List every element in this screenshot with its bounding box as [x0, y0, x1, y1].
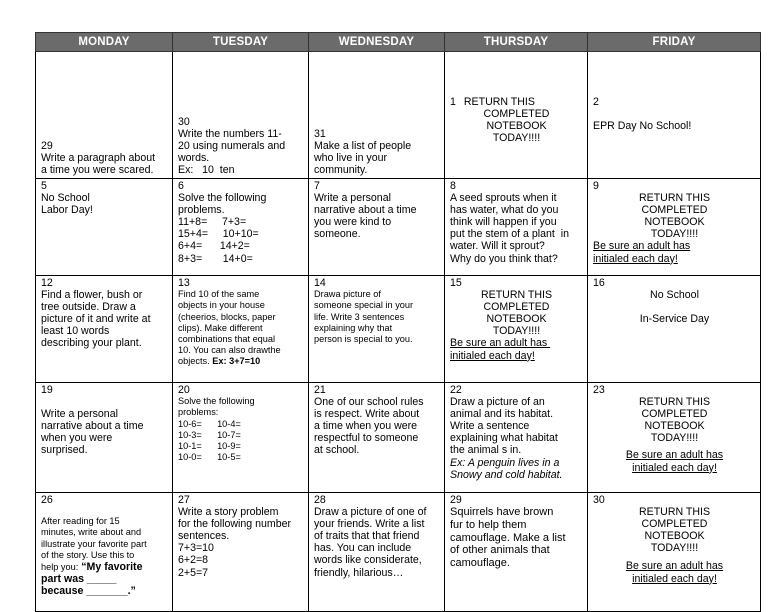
return-notice: TODAY!!!!: [650, 432, 699, 445]
header-monday: MONDAY: [36, 33, 173, 52]
cell-text: Labor Day!: [41, 204, 93, 217]
math-problem: 6+2=8: [178, 554, 209, 567]
date-number: 20: [178, 384, 190, 396]
cell-text: narrative about a time: [314, 204, 417, 217]
adult-initial-note: Be sure an adult has: [625, 560, 724, 573]
day-cell-19: [36, 383, 173, 493]
cell-text: Write a personal: [41, 408, 118, 421]
cell-text: respectful to someone: [314, 432, 419, 445]
math-problem: 10-6= 10-4=: [178, 418, 241, 429]
math-problem: 15+4= 10+10=: [178, 228, 259, 241]
return-notice: TODAY!!!!: [492, 132, 541, 145]
cell-text: [41, 396, 168, 408]
cell-text: words like considerate,: [314, 554, 422, 567]
cell-text: minutes, write about and: [41, 527, 142, 538]
no-school-note: EPR Day No School!: [593, 120, 692, 133]
cell-text: your friends. Write a list: [314, 518, 425, 531]
math-problem: 6+4= 14+2=: [178, 240, 250, 253]
day-cell-21: [309, 383, 445, 493]
day-cell-15: [445, 276, 588, 383]
math-problem: 10-0= 10-5=: [178, 452, 241, 463]
header-thursday: THURSDAY: [445, 33, 588, 52]
return-notice: TODAY!!!!: [650, 542, 699, 555]
week-row: [36, 276, 761, 383]
cell-text: Write a sentence: [450, 420, 530, 433]
cell-text: a time you were scared.: [41, 163, 154, 176]
date-number: 22: [450, 384, 462, 396]
cell-text: at school.: [314, 444, 360, 457]
cell-text: least 10 words: [41, 325, 110, 338]
cell-text: when you were: [41, 432, 113, 445]
date-number: 5: [41, 180, 47, 192]
cell-text: [593, 301, 756, 313]
cell-text: Solve the following: [178, 396, 255, 407]
cell-text: 20 using numerals and: [178, 139, 286, 152]
day-cell-6: [173, 179, 309, 276]
date-number: 30: [178, 115, 190, 128]
week-row: [36, 383, 761, 493]
cell-text: Make a list of people: [314, 139, 412, 152]
cell-text: Find a flower, bush or: [41, 289, 143, 302]
date-number: 30: [593, 494, 605, 506]
day-cell-5: [36, 179, 173, 276]
cell-text: someone special in your: [314, 300, 414, 311]
cell-text: tree outside. Draw a: [41, 301, 136, 314]
return-notice: COMPLETED: [483, 108, 550, 121]
day-cell-12: [36, 276, 173, 383]
adult-initial-note: Be sure an adult has: [593, 240, 691, 253]
cell-text: for the following number: [178, 518, 292, 531]
cell-text: you were kind to: [314, 216, 392, 229]
week-row: [36, 179, 761, 276]
day-cell-30: [173, 52, 309, 179]
math-problem: 10-3= 10-7=: [178, 429, 241, 440]
adult-initial-note: initialed each day!: [632, 461, 717, 474]
cell-text: illustrate your favorite part: [41, 538, 147, 549]
date-number: 29: [450, 494, 462, 506]
in-service-note: In-Service Day: [639, 313, 710, 326]
day-cell-22: [445, 383, 588, 493]
day-cell-14: [309, 276, 445, 383]
date-number: 21: [314, 384, 326, 396]
day-cell-29: [36, 52, 173, 179]
cell-text: Write a personal: [314, 192, 391, 205]
cell-text: has. You can include: [314, 542, 412, 555]
cell-text: help you:: [41, 561, 79, 572]
date-number: 12: [41, 277, 53, 289]
sentence-starter: “My favorite: [81, 560, 143, 573]
cell-text: Drawa picture of: [314, 289, 381, 300]
date-number: 16: [593, 277, 605, 289]
example-text: Ex: A penguin lives in a: [450, 456, 560, 469]
return-notice: COMPLETED: [483, 301, 550, 314]
date-number: 8: [450, 180, 456, 192]
return-notice: NOTEBOOK: [644, 530, 705, 543]
adult-initial-note: Be sure an adult has: [625, 449, 724, 462]
return-notice: RETURN THIS: [638, 506, 711, 519]
cell-text: is respect. Write about: [314, 408, 420, 421]
return-notice: TODAY!!!!: [650, 228, 699, 241]
date-number: 29: [41, 139, 53, 152]
calendar-table: [35, 32, 761, 612]
cell-text: a time when you were: [314, 420, 418, 433]
return-notice: COMPLETED: [641, 408, 708, 421]
cell-text: words.: [178, 151, 210, 164]
day-header-row: [36, 33, 761, 52]
cell-text: community.: [314, 163, 368, 176]
cell-text: narrative about a time: [41, 420, 144, 433]
cell-text: explaining why that: [314, 322, 393, 333]
cell-text: combinations that equal: [178, 333, 276, 344]
header-tuesday: TUESDAY: [173, 33, 309, 52]
return-notice: RETURN THIS: [480, 289, 553, 302]
header-wednesday: WEDNESDAY: [309, 33, 445, 52]
cell-text: explaining what habitat: [450, 432, 558, 445]
cell-text: (cheerios, blocks, paper: [178, 311, 276, 322]
math-problem: 8+3= 14+0=: [178, 252, 253, 265]
date-number: 6: [178, 180, 184, 192]
return-notice: NOTEBOOK: [644, 216, 705, 229]
header-friday: FRIDAY: [588, 33, 761, 52]
cell-text: picture of it and write at: [41, 313, 151, 326]
cell-text: problems:: [178, 407, 219, 418]
no-school-note: No School: [650, 289, 699, 302]
day-cell-16: [588, 276, 761, 383]
day-cell-31: [309, 52, 445, 179]
day-cell-13: [173, 276, 309, 383]
cell-text: camouflage.: [450, 557, 510, 570]
example-text: Snowy and cold habitat.: [450, 468, 563, 481]
cell-text: animal and its habitat.: [450, 408, 554, 421]
week-row: [36, 52, 761, 179]
cell-text: of traits that that friend: [314, 530, 420, 543]
return-notice: RETURN THIS: [463, 96, 535, 108]
cell-text: life. Write 3 sentences: [314, 311, 405, 322]
cell-text: Write a story problem: [178, 506, 279, 519]
cell-text: camouflage. Make a list: [450, 531, 566, 544]
return-notice: RETURN THIS: [638, 396, 711, 409]
return-notice: TODAY!!!!: [492, 325, 541, 338]
adult-initial-note: initialed each day!: [593, 252, 678, 265]
cell-text: objects.: [178, 356, 210, 367]
cell-text: Find 10 of the same: [178, 289, 260, 300]
return-notice: NOTEBOOK: [644, 420, 705, 433]
cell-text: Squirrels have brown: [450, 506, 554, 519]
cell-text: surprised.: [41, 444, 88, 457]
cell-text: describing your plant.: [41, 337, 142, 350]
math-problem: 11+8= 7+3=: [178, 216, 247, 229]
adult-initial-note: initialed each day!: [450, 349, 535, 362]
cell-text: objects in your house: [178, 300, 265, 311]
date-number: 26: [41, 494, 53, 506]
date-number: 31: [314, 127, 326, 140]
date-number: 2: [593, 96, 599, 108]
day-cell-23: [588, 383, 761, 493]
cell-text: Ex: 10 ten: [178, 163, 235, 176]
math-problem: 7+3=10: [178, 542, 214, 555]
return-notice: NOTEBOOK: [486, 120, 547, 133]
cell-text: Draw a picture of one of: [314, 506, 427, 519]
return-notice: COMPLETED: [641, 204, 708, 217]
cell-text: water. Will it sprout?: [450, 240, 545, 253]
date-number: 13: [178, 277, 190, 289]
cell-text: put the stem of a plant in: [450, 228, 569, 241]
cell-text: friendly, hilarious…: [314, 566, 404, 579]
return-notice: COMPLETED: [641, 518, 708, 531]
cell-text: of other animals that: [450, 544, 550, 557]
day-cell-9: [588, 179, 761, 276]
sentence-starter: because _______.”: [41, 585, 136, 598]
adult-initial-note: initialed each day!: [632, 572, 717, 585]
cell-text: Draw a picture of an: [450, 396, 545, 409]
cell-text: someone.: [314, 228, 361, 241]
cell-text: No School: [41, 192, 90, 205]
date-number: 23: [593, 384, 605, 396]
date-number: 27: [178, 494, 190, 506]
sentence-starter: part was _____: [41, 573, 117, 586]
adult-initial-note: Be sure an adult has: [450, 337, 551, 350]
cell-text: who live in your: [314, 151, 388, 164]
cell-text: After reading for 15: [41, 516, 120, 527]
example-text: Ex: 3+7=10: [212, 356, 261, 367]
date-number: 28: [314, 494, 326, 506]
cell-text: Why do you think that?: [450, 252, 558, 265]
return-notice: RETURN THIS: [638, 192, 711, 205]
date-number: 14: [314, 277, 326, 289]
cell-text: the animal s in.: [450, 444, 522, 457]
cell-text: Solve the following: [178, 192, 267, 205]
day-cell-1: [445, 52, 588, 179]
day-cell-7: [309, 179, 445, 276]
cell-text: clips). Make different: [178, 322, 263, 333]
math-problem: 10-1= 10-9=: [178, 440, 241, 451]
day-cell-20: [173, 383, 309, 493]
cell-text: sentences.: [178, 530, 230, 543]
date-number: 19: [41, 384, 53, 396]
date-number: 7: [314, 180, 320, 192]
return-notice: NOTEBOOK: [486, 313, 547, 326]
cell-text: fur to help them: [450, 518, 527, 531]
cell-text: person is special to you.: [314, 333, 413, 344]
cell-text: One of our school rules: [314, 396, 424, 409]
cell-text: [593, 108, 756, 120]
cell-text: has water, what do you: [450, 204, 559, 217]
cell-text: of the story. Use this to: [41, 549, 135, 560]
cell-text: Write a paragraph about: [41, 151, 156, 164]
cell-text: A seed sprouts when it: [450, 192, 557, 205]
date-number: 15: [450, 277, 462, 289]
date-number: 1: [450, 96, 456, 108]
day-cell-8: [445, 179, 588, 276]
cell-text: 10. You can also drawthe: [178, 345, 281, 356]
cell-text: think will happen if you: [450, 216, 557, 229]
cell-text: Write the numbers 11-: [178, 127, 282, 140]
date-number: 9: [593, 180, 599, 192]
cell-text: problems.: [178, 204, 225, 217]
math-problem: 2+5=7: [178, 566, 209, 579]
day-cell-2: [588, 52, 761, 179]
